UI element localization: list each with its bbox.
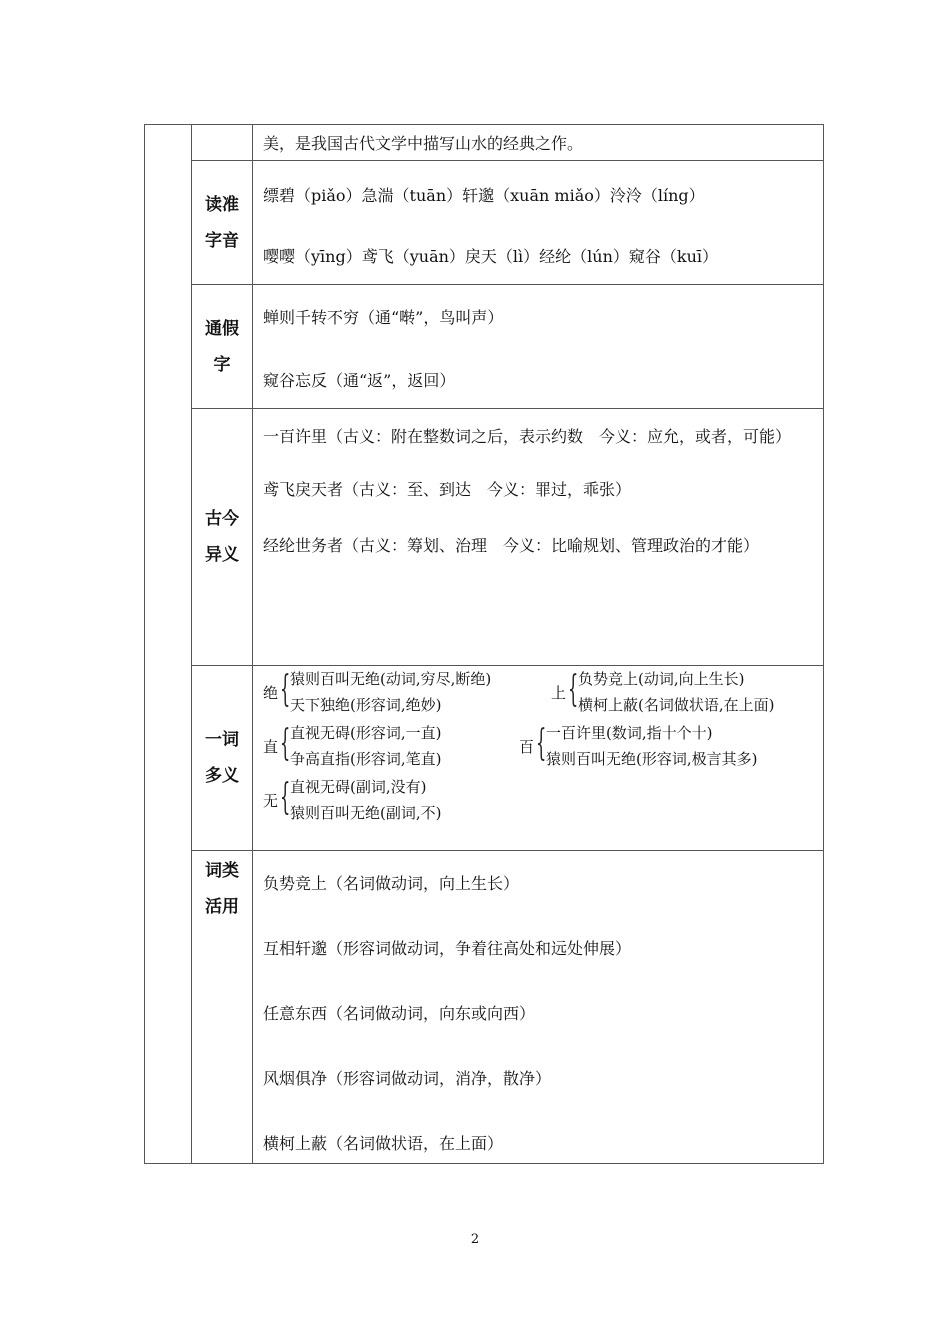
pron-item: 轩邈（xuān miǎo） (462, 186, 610, 205)
polysemy-item: 一百许里(数词,指十个十) (546, 724, 713, 742)
conversion-item: 负势竞上（名词做动词，向上生长） (263, 874, 520, 893)
brace-icon: { (280, 669, 291, 710)
loanwords-cell (253, 285, 824, 409)
pronunciation-line-1 (263, 183, 815, 206)
intro-label-cell (192, 125, 253, 161)
ancient-modern-label (192, 409, 253, 666)
conversion-label (192, 851, 253, 1164)
polysemy-item: 负势竞上(动词,向上生长) (578, 670, 745, 688)
loanwords-row (145, 285, 824, 409)
loanwords-label-text: 通假 字 (205, 318, 239, 375)
intro-cell (253, 125, 824, 161)
pron-item: 嘤嘤（yīng） (263, 247, 362, 266)
polysemy-item: 猿则百叫无绝(副词,不) (290, 804, 442, 822)
intro-row (145, 125, 824, 161)
pron-item: 缥碧（piǎo） (263, 186, 362, 205)
polysemy-label (192, 666, 253, 851)
pronunciation-line-2 (263, 244, 815, 267)
polysemy-head: 百 (519, 738, 535, 756)
polysemy-item: 争高直指(形容词,笔直) (290, 750, 442, 768)
brace-icon: { (568, 669, 579, 710)
polysemy-item: 直视无碍(形容词,一直) (290, 724, 442, 742)
polysemy-item: 横柯上蔽(名词做状语,在上面) (578, 696, 775, 714)
polysemy-head: 上 (551, 684, 567, 702)
intro-text: 美，是我国古代文学中描写山水的经典之作。 (263, 134, 584, 153)
pronunciation-cell (253, 161, 824, 285)
loanword-item: 蝉则千转不穷（通“啭”，鸟叫声） (263, 308, 504, 327)
pronunciation-label (192, 161, 253, 285)
pron-item: 戾天（lì） (464, 247, 540, 266)
conversion-item: 横柯上蔽（名词做状语，在上面） (263, 1134, 504, 1153)
ancient-modern-item: 经纶世务者（古义：筹划、治理 今义：比喻规划、管理政治的才能） (263, 536, 760, 555)
pron-item: 急湍（tuān） (361, 186, 463, 205)
polysemy-head: 直 (263, 738, 279, 756)
polysemy-item: 猿则百叫无绝(形容词,极言其多) (546, 750, 758, 768)
conversion-row (145, 851, 824, 1164)
polysemy-head: 无 (263, 792, 279, 810)
polysemy-groups (253, 666, 823, 850)
conversion-cell (253, 851, 824, 1164)
polysemy-cell (253, 666, 824, 851)
pron-item: 经纶（lún） (539, 247, 629, 266)
ancient-modern-item: 一百许里（古义：附在整数词之后，表示约数 今义：应允，或者，可能） (263, 427, 792, 446)
pron-item: 窥谷（kuī） (628, 247, 719, 266)
ancient-modern-row (145, 409, 824, 666)
polysemy-head: 绝 (263, 684, 279, 702)
ancient-modern-item: 鸢飞戾天者（古义：至、到达 今义：罪过，乖张） (263, 480, 632, 499)
pron-item: 泠泠（líng） (609, 186, 705, 205)
pronunciation-label-text: 读准 字音 (205, 194, 239, 251)
content-table (144, 124, 824, 1164)
left-blank-column (145, 125, 192, 1164)
page-number: 2 (470, 1232, 480, 1247)
polysemy-label-text: 一词 多义 (205, 730, 239, 786)
loanwords-label (192, 285, 253, 409)
polysemy-item: 直视无碍(副词,没有) (290, 778, 427, 796)
pron-item: 鸢飞（yuān） (361, 247, 465, 266)
loanword-item: 窥谷忘反（通“返”，返回） (263, 371, 456, 390)
polysemy-row (145, 666, 824, 851)
ancient-modern-cell (253, 409, 824, 666)
conversion-item: 风烟俱净（形容词做动词，消净，散净） (263, 1069, 552, 1088)
pronunciation-row (145, 161, 824, 285)
conversion-label-text: 词类 活用 (205, 861, 239, 917)
ancient-modern-label-text: 古今 异义 (205, 509, 239, 565)
polysemy-item: 猿则百叫无绝(动词,穷尽,断绝) (290, 670, 492, 688)
brace-icon: { (280, 723, 291, 764)
conversion-item: 互相轩邈（形容词做动词，争着往高处和远处伸展） (263, 939, 632, 958)
brace-icon: { (536, 723, 547, 764)
brace-icon: { (280, 777, 291, 818)
polysemy-item: 天下独绝(形容词,绝妙) (290, 696, 442, 714)
conversion-item: 任意东西（名词做动词，向东或向西） (263, 1004, 536, 1023)
